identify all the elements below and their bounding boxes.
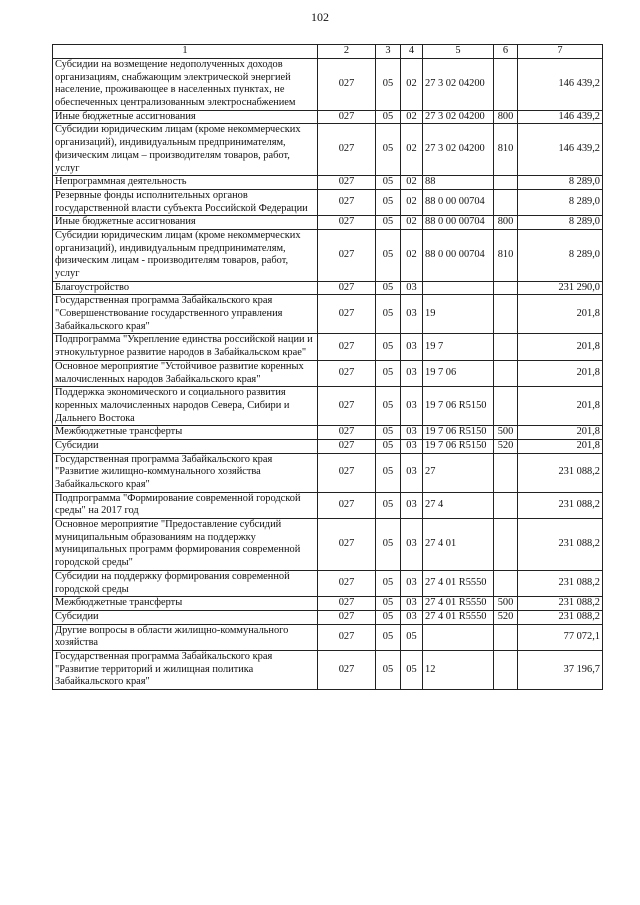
- cell-name: Подпрограмма "Укрепление единства российской нации и этнокультурное развитие народов в Забайкальском крае": [53, 334, 318, 360]
- cell-subsection: 03: [401, 453, 423, 492]
- cell-subsection: 03: [401, 387, 423, 426]
- cell-name: Благоустройство: [53, 281, 318, 295]
- cell-name: Государственная программа Забайкальского края "Совершенствование государственного управления Забайкальского края": [53, 295, 318, 334]
- table-row: [53, 624, 603, 650]
- cell-admin-code: 027: [318, 610, 376, 624]
- cell-amount: 146 439,2: [518, 110, 603, 124]
- cell-admin-code: 027: [318, 426, 376, 440]
- cell-admin-code: 027: [318, 597, 376, 611]
- cell-expense-type: [494, 334, 518, 360]
- cell-name: Государственная программа Забайкальского края "Развитие жилищно-коммунального хозяйства Забайкальского края": [53, 453, 318, 492]
- cell-section: 05: [376, 176, 401, 190]
- cell-amount: 201,8: [518, 295, 603, 334]
- cell-admin-code: 027: [318, 189, 376, 215]
- header-col-5: 5: [423, 45, 494, 59]
- cell-section: 05: [376, 387, 401, 426]
- cell-expense-type: [494, 189, 518, 215]
- cell-name: Субсидии на поддержку формирования современной городской среды: [53, 570, 318, 596]
- table-row: [53, 597, 603, 611]
- cell-name: Другие вопросы в области жилищно-коммунального хозяйства: [53, 624, 318, 650]
- cell-name: Межбюджетные трансферты: [53, 426, 318, 440]
- cell-name: Субсидии: [53, 610, 318, 624]
- cell-section: 05: [376, 334, 401, 360]
- cell-section: 05: [376, 110, 401, 124]
- cell-section: 05: [376, 624, 401, 650]
- cell-admin-code: 027: [318, 110, 376, 124]
- cell-expense-type: [494, 624, 518, 650]
- cell-subsection: 03: [401, 334, 423, 360]
- cell-section: 05: [376, 229, 401, 281]
- cell-section: 05: [376, 59, 401, 111]
- table-row: [53, 295, 603, 334]
- cell-amount: 146 439,2: [518, 59, 603, 111]
- cell-amount: 231 088,2: [518, 492, 603, 518]
- cell-name: Субсидии: [53, 439, 318, 453]
- cell-subsection: 02: [401, 189, 423, 215]
- cell-section: 05: [376, 281, 401, 295]
- cell-target-code: [423, 624, 494, 650]
- cell-target-code: 12: [423, 650, 494, 689]
- cell-expense-type: 520: [494, 439, 518, 453]
- cell-section: 05: [376, 295, 401, 334]
- cell-admin-code: 027: [318, 334, 376, 360]
- cell-target-code: 19 7 06 R5150: [423, 426, 494, 440]
- cell-expense-type: 800: [494, 216, 518, 230]
- page-number: 102: [311, 10, 329, 24]
- cell-subsection: 03: [401, 439, 423, 453]
- cell-subsection: 03: [401, 281, 423, 295]
- table-row: [53, 426, 603, 440]
- cell-subsection: 03: [401, 570, 423, 596]
- cell-subsection: 02: [401, 59, 423, 111]
- cell-amount: 201,8: [518, 387, 603, 426]
- cell-subsection: 02: [401, 216, 423, 230]
- cell-admin-code: 027: [318, 59, 376, 111]
- cell-target-code: 27 3 02 04200: [423, 59, 494, 111]
- cell-expense-type: [494, 281, 518, 295]
- table-row: [53, 650, 603, 689]
- cell-subsection: 05: [401, 624, 423, 650]
- cell-expense-type: [494, 360, 518, 386]
- cell-subsection: 02: [401, 124, 423, 176]
- cell-target-code: 88 0 00 00704: [423, 229, 494, 281]
- cell-name: Субсидии юридическим лицам (кроме некоммерческих организаций), индивидуальным предпринимателям, физическим лицам – производителям товаров, работ, услуг: [53, 124, 318, 176]
- cell-section: 05: [376, 439, 401, 453]
- cell-subsection: 03: [401, 295, 423, 334]
- table-row: [53, 360, 603, 386]
- table-row: [53, 387, 603, 426]
- table-body: [53, 59, 603, 690]
- cell-name: Основное мероприятие "Устойчивое развитие коренных малочисленных народов Забайкальского края": [53, 360, 318, 386]
- cell-name: Резервные фонды исполнительных органов государственной власти субъекта Российской Федерации: [53, 189, 318, 215]
- header-col-7: 7: [518, 45, 603, 59]
- cell-expense-type: [494, 453, 518, 492]
- cell-section: 05: [376, 570, 401, 596]
- cell-amount: 201,8: [518, 439, 603, 453]
- cell-subsection: 03: [401, 360, 423, 386]
- cell-section: 05: [376, 597, 401, 611]
- cell-amount: 146 439,2: [518, 124, 603, 176]
- cell-expense-type: 520: [494, 610, 518, 624]
- cell-amount: 231 088,2: [518, 597, 603, 611]
- table-row: [53, 176, 603, 190]
- cell-expense-type: [494, 650, 518, 689]
- table-row: [53, 281, 603, 295]
- cell-section: 05: [376, 189, 401, 215]
- cell-target-code: 27 4 01 R5550: [423, 597, 494, 611]
- cell-subsection: 03: [401, 519, 423, 571]
- header-col-1: 1: [53, 45, 318, 59]
- cell-amount: 231 088,2: [518, 519, 603, 571]
- cell-admin-code: 027: [318, 124, 376, 176]
- cell-subsection: 03: [401, 597, 423, 611]
- cell-amount: 201,8: [518, 360, 603, 386]
- cell-section: 05: [376, 492, 401, 518]
- cell-name: Субсидии на возмещение недополученных доходов организациям, снабжающим электрической энергией население, проживающее в населенных пунктах, не обеспеченных централизованным электроснабжением: [53, 59, 318, 111]
- cell-amount: 37 196,7: [518, 650, 603, 689]
- cell-amount: 231 088,2: [518, 610, 603, 624]
- cell-target-code: [423, 281, 494, 295]
- cell-target-code: 27 3 02 04200: [423, 124, 494, 176]
- table-row: [53, 216, 603, 230]
- table-row: [53, 59, 603, 111]
- cell-target-code: 27 4 01 R5550: [423, 610, 494, 624]
- cell-name: Межбюджетные трансферты: [53, 597, 318, 611]
- cell-amount: 8 289,0: [518, 176, 603, 190]
- table-row: [53, 229, 603, 281]
- header-col-2: 2: [318, 45, 376, 59]
- cell-target-code: 19 7 06 R5150: [423, 387, 494, 426]
- cell-expense-type: [494, 295, 518, 334]
- cell-admin-code: 027: [318, 453, 376, 492]
- cell-admin-code: 027: [318, 519, 376, 571]
- table-row: [53, 439, 603, 453]
- cell-name: Поддержка экономического и социального развития коренных малочисленных народов Севера, Сибири и Дальнего Востока: [53, 387, 318, 426]
- cell-subsection: 02: [401, 176, 423, 190]
- cell-target-code: 88 0 00 00704: [423, 189, 494, 215]
- cell-expense-type: 500: [494, 597, 518, 611]
- cell-subsection: 05: [401, 650, 423, 689]
- cell-admin-code: 027: [318, 650, 376, 689]
- cell-expense-type: 800: [494, 110, 518, 124]
- cell-expense-type: 810: [494, 229, 518, 281]
- cell-target-code: 27: [423, 453, 494, 492]
- cell-admin-code: 027: [318, 176, 376, 190]
- cell-section: 05: [376, 426, 401, 440]
- table-row: [53, 124, 603, 176]
- cell-section: 05: [376, 519, 401, 571]
- table-row: [53, 570, 603, 596]
- cell-target-code: 27 3 02 04200: [423, 110, 494, 124]
- header-col-6: 6: [494, 45, 518, 59]
- cell-name: Иные бюджетные ассигнования: [53, 216, 318, 230]
- cell-admin-code: 027: [318, 387, 376, 426]
- cell-amount: 231 088,2: [518, 453, 603, 492]
- cell-admin-code: 027: [318, 216, 376, 230]
- cell-admin-code: 027: [318, 295, 376, 334]
- cell-name: Основное мероприятие "Предоставление субсидий муниципальным образованиям на поддержку муниципальных программ формирования современной городской среды": [53, 519, 318, 571]
- cell-name: Субсидии юридическим лицам (кроме некоммерческих организаций), индивидуальным предпринимателям, физическим лицам - производителям товаров, работ, услуг: [53, 229, 318, 281]
- table-header-row: [53, 45, 603, 59]
- budget-table: [52, 44, 603, 690]
- cell-subsection: 02: [401, 229, 423, 281]
- cell-name: Непрограммная деятельность: [53, 176, 318, 190]
- cell-name: Иные бюджетные ассигнования: [53, 110, 318, 124]
- cell-expense-type: [494, 59, 518, 111]
- cell-admin-code: 027: [318, 624, 376, 650]
- table-row: [53, 492, 603, 518]
- cell-name: Государственная программа Забайкальского края "Развитие территорий и жилищная политика Забайкальского края": [53, 650, 318, 689]
- cell-section: 05: [376, 453, 401, 492]
- cell-expense-type: [494, 492, 518, 518]
- table-row: [53, 334, 603, 360]
- cell-section: 05: [376, 650, 401, 689]
- cell-target-code: 27 4: [423, 492, 494, 518]
- cell-target-code: 19 7: [423, 334, 494, 360]
- cell-amount: 231 290,0: [518, 281, 603, 295]
- cell-target-code: 88: [423, 176, 494, 190]
- cell-target-code: 27 4 01: [423, 519, 494, 571]
- cell-expense-type: 500: [494, 426, 518, 440]
- cell-expense-type: [494, 519, 518, 571]
- cell-admin-code: 027: [318, 360, 376, 386]
- cell-amount: 8 289,0: [518, 229, 603, 281]
- table-row: [53, 110, 603, 124]
- table-row: [53, 453, 603, 492]
- cell-amount: 201,8: [518, 334, 603, 360]
- cell-section: 05: [376, 216, 401, 230]
- cell-target-code: 27 4 01 R5550: [423, 570, 494, 596]
- cell-subsection: 03: [401, 492, 423, 518]
- cell-admin-code: 027: [318, 229, 376, 281]
- cell-section: 05: [376, 360, 401, 386]
- table-row: [53, 519, 603, 571]
- cell-expense-type: [494, 387, 518, 426]
- cell-amount: 8 289,0: [518, 189, 603, 215]
- cell-subsection: 02: [401, 110, 423, 124]
- cell-amount: 231 088,2: [518, 570, 603, 596]
- cell-admin-code: 027: [318, 570, 376, 596]
- cell-expense-type: [494, 570, 518, 596]
- cell-expense-type: 810: [494, 124, 518, 176]
- table-row: [53, 610, 603, 624]
- cell-target-code: 88 0 00 00704: [423, 216, 494, 230]
- cell-admin-code: 027: [318, 281, 376, 295]
- cell-admin-code: 027: [318, 492, 376, 518]
- cell-section: 05: [376, 124, 401, 176]
- cell-section: 05: [376, 610, 401, 624]
- cell-target-code: 19: [423, 295, 494, 334]
- cell-subsection: 03: [401, 426, 423, 440]
- cell-target-code: 19 7 06 R5150: [423, 439, 494, 453]
- cell-target-code: 19 7 06: [423, 360, 494, 386]
- cell-amount: 8 289,0: [518, 216, 603, 230]
- cell-amount: 201,8: [518, 426, 603, 440]
- cell-expense-type: [494, 176, 518, 190]
- header-col-3: 3: [376, 45, 401, 59]
- cell-name: Подпрограмма "Формирование современной городской среды" на 2017 год: [53, 492, 318, 518]
- cell-amount: 77 072,1: [518, 624, 603, 650]
- table-row: [53, 189, 603, 215]
- cell-subsection: 03: [401, 610, 423, 624]
- header-col-4: 4: [401, 45, 423, 59]
- cell-admin-code: 027: [318, 439, 376, 453]
